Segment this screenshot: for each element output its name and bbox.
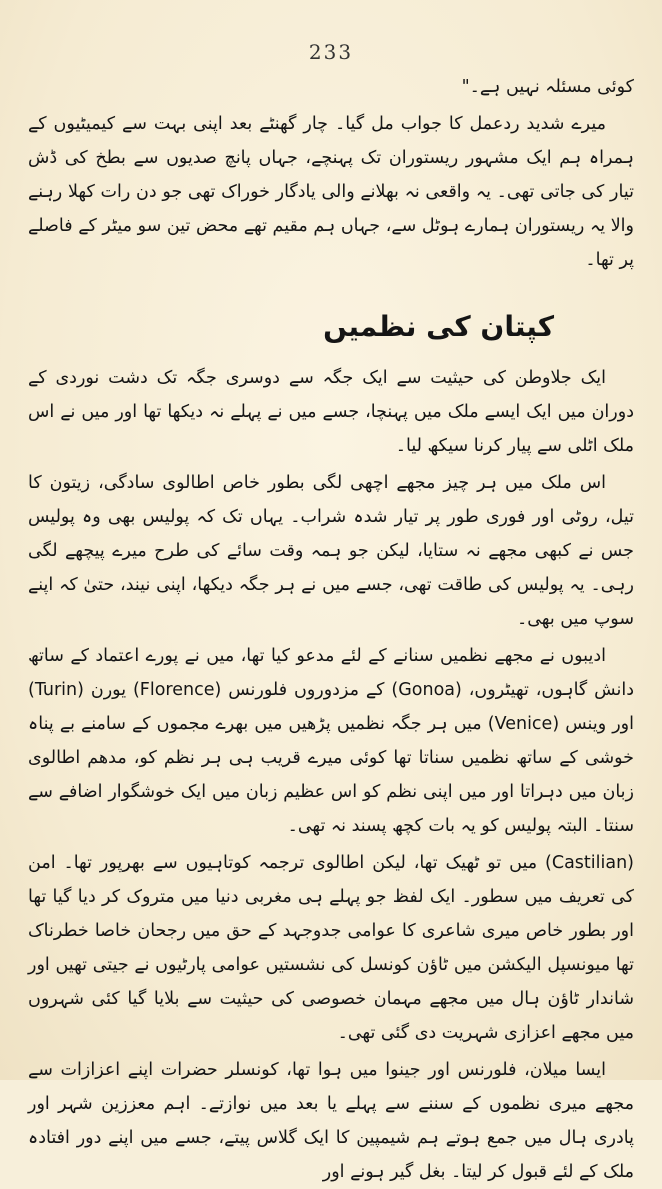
- paragraph-readings: ادیبوں نے مجھے نظمیں سنانے کے لئے مدعو کیا تھا، میں نے پورے اعتماد کے ساتھ دانش گاہوں، تھیٹروں، (Gonoa) کے مزدوروں فلورنس (Florence) یورن (Turin) اور وینس (Venice) میں ہر جگہ نظمیں پڑھیں میں بھرے مجموں کے سامنے بے پناہ خوشی کے ساتھ نظمیں سناتا تھا کوئی میرے قریب ہی ہر نظم کو، مدھم اطالوی زبان میں دہراتا اور میں اپنی نظم کو اس عظیم زبان میں ایک خوشگوار اضافے سے سنتا۔ البتہ پولیس کو یہ بات کچھ پسند نہ تھی۔: [28, 646, 634, 836]
- paragraph-restaurant: میرے شدید ردعمل کا جواب مل گیا۔ چار گھنٹے بعد اپنی بہت سے کیمیٹیوں کے ہمراہ ہم ایک مشہور ریستوران تک پہنچے، جہاں پانچ صدیوں سے بطخ کی ڈش تیار کی جاتی تھی۔ یہ واقعی نہ بھلانے والی یادگار خوراک تھی جو دن رات کھلا رہنے والا یہ ریستوران ہمارے ہوٹل سے، جہاں ہم مقیم تھے محض تین سو میٹر کے فاصلے پر تھا۔: [28, 114, 634, 270]
- paragraph-exile: ایک جلاوطن کی حیثیت سے ایک جگہ سے دوسری جگہ تک دشت نوردی کے دوران میں ایک ایسے ملک میں پہنچا، جسے میں نے پہلے نہ دیکھا تھا اور میں نے اس ملک اٹلی سے پیار کرنا سیکھ لیا۔: [28, 368, 634, 456]
- paragraph-translation: (Castilian) میں تو ٹھیک تھا، لیکن اطالوی ترجمہ کوتاہیوں سے بھرپور تھا۔ امن کی تعریف میں سطور۔ ایک لفظ جو پہلے ہی مغربی دنیا میں متروک کر دیا گیا تھا اور بطور خاص میری شاعری کا عوامی جدوجہد کے حق میں رجحان خاصا خطرناک تھا میونسپل الیکشن میں ٹاؤن کونسل کی نشستیں عوامی پارٹیوں نے جیتی تھیں اور شاندار ٹاؤن ہال میں مجھے مہمان خصوصی کی حیثیت سے بلایا گیا کئی شہروں میں مجھے اعزازی شہریت دی گئی تھی۔: [28, 853, 634, 1043]
- paragraph-quote-end: کوئی مسئلہ نہیں ہے۔": [461, 77, 634, 97]
- paragraph-italy: اس ملک میں ہر چیز مجھے اچھی لگی بطور خاص اطالوی سادگی، زیتون کا تیل، روٹی اور فوری طور پر تیار شدہ شراب۔ یہاں تک کہ پولیس بھی وہ پولیس جس نے کبھی مجھے نہ ستایا، لیکن جو ہمہ وقت سائے کی طرح میرے پیچھے لگی رہی۔ یہ پولیس کی طاقت تھی، جسے میں نے ہر جگہ دیکھا، اپنی نیند، حتیٰ کہ اپنے سوپ میں بھی۔: [28, 473, 634, 629]
- page-number: 233: [308, 40, 354, 64]
- section-heading: کپتان کی نظمیں: [323, 310, 554, 343]
- paragraph-honors: ایسا میلان، فلورنس اور جینوا میں ہوا تھا، کونسلر حضرات اپنے اعزازات سے مجھے میری نظموں کے سننے سے پہلے یا بعد میں نوازتے۔ اہم معززین شہر اور پادری ہال میں جمع ہوتے ہم شیمپین کا ایک گلاس پیتے، جسے میں اپنے دور افتادہ ملک کے لئے قبول کر لیتا۔ بغل گیر ہونے اور: [28, 1060, 634, 1182]
- page-body: [28, 70, 634, 1182]
